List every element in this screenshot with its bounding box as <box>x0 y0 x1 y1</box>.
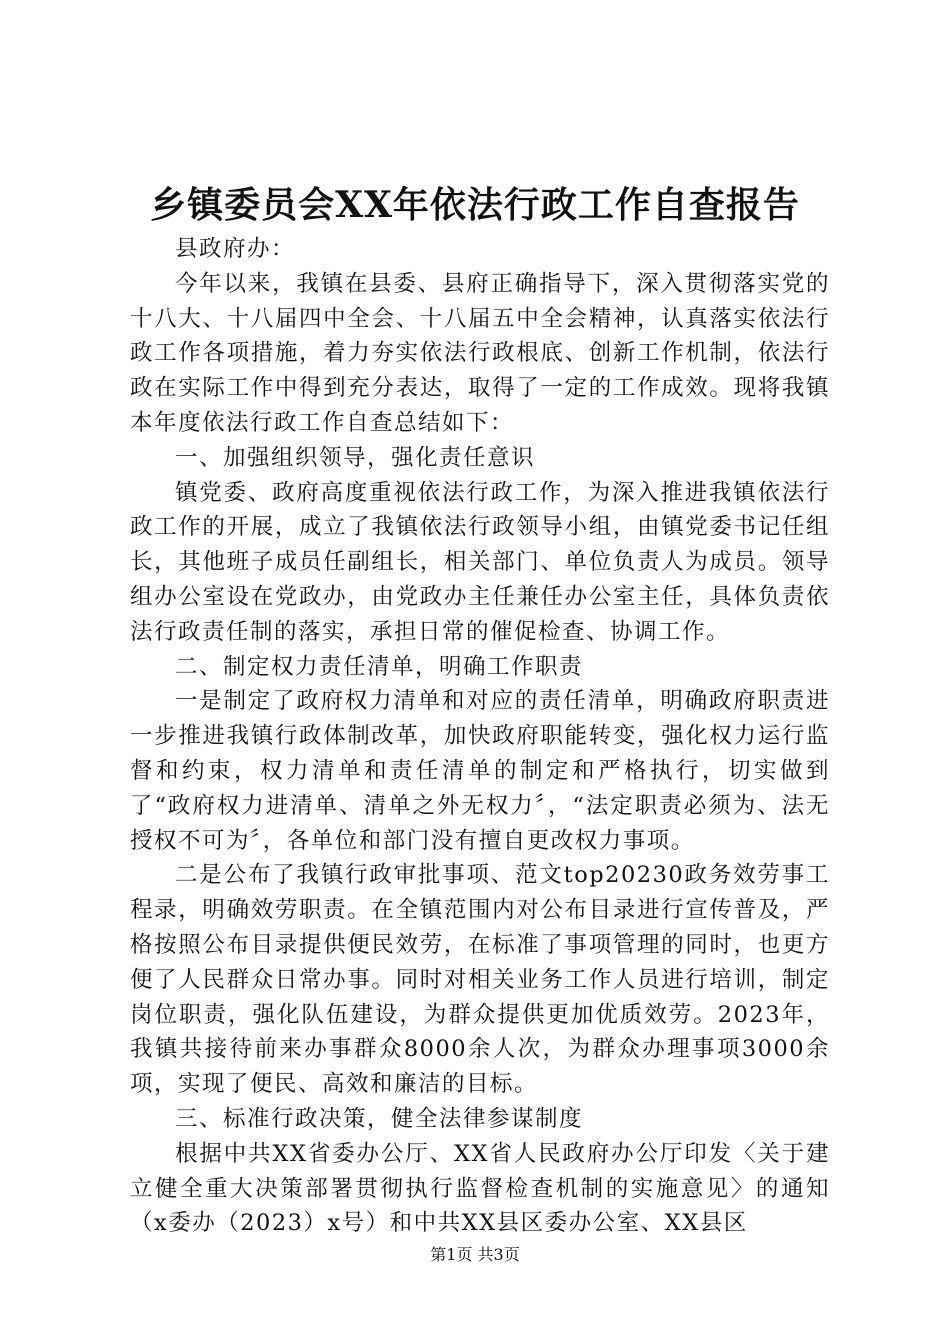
section-paragraph-2b: 二是公布了我镇行政审批事项、范文top20230政务效劳事工程录，明确效劳职责。在全镇范围内对公布目录进行宣传普及，严格按照公布目录提供便民效劳，在标准了事项管理的同时，也更方便了人民群众日常办事。同时对相关业务工作人员进行培训，制定岗位职责，强化队伍建设，为群众提供更加优质效劳。2023年，我镇共接待前来办事群众8000余人次，为群众办理事项3000余项，实现了便民、高效和廉洁的目标。 <box>130 862 830 1098</box>
page-number: 第1页 共3页 <box>430 1245 520 1264</box>
section-paragraph-1: 镇党委、政府高度重视依法行政工作，为深入推进我镇依法行政工作的开展，成立了我镇依法行政领导小组，由镇党委书记任组长，其他班子成员任副组长，相关部门、单位负责人为成员。领导组办公室设在党政办，由党政办主任兼任办公室主任，具体负责依法行政责任制的落实，承担日常的催促检查、协调工作。 <box>130 479 830 645</box>
intro-paragraph: 今年以来，我镇在县委、县府正确指导下，深入贯彻落实党的十八大、十八届四中全会、十八届五中全会精神，认真落实依法行政工作各项措施，着力夯实依法行政根底、创新工作机制，依法行政在实际工作中得到充分表达，取得了一定的工作成效。现将我镇本年度依法行政工作自查总结如下： <box>130 270 830 436</box>
section-heading-3: 三、标准行政决策，健全法律参谋制度 <box>175 1105 584 1132</box>
section-paragraph-2a: 一是制定了政府权力清单和对应的责任清单，明确政府职责进一步推进我镇行政体制改革，加快政府职能转变，强化权力运行监督和约束，权力清单和责任清单的制定和严格执行，切实做到了“政府权力进清单、清单之外无权力〞，“法定职责必须为、法无授权不可为〞，各单位和部门没有擅自更改权力事项。 <box>130 688 830 854</box>
section-heading-2: 二、制定权力责任清单，明确工作职责 <box>175 653 584 680</box>
document-body <box>130 232 830 1241</box>
document-title: 乡镇委员会XX年依法行政工作自查报告 <box>150 184 800 226</box>
section-paragraph-3: 根据中共XX省委办公厅、XX省人民政府办公厅印发〈关于建立健全重大决策部署贯彻执行监督检查机制的实施意见〉的通知（x委办（2023）x号）和中共XX县区委办公室、XX县区 <box>130 1140 830 1237</box>
salutation: 县政府办： <box>175 236 296 262</box>
section-heading-1: 一、加强组织领导，强化责任意识 <box>175 444 536 471</box>
